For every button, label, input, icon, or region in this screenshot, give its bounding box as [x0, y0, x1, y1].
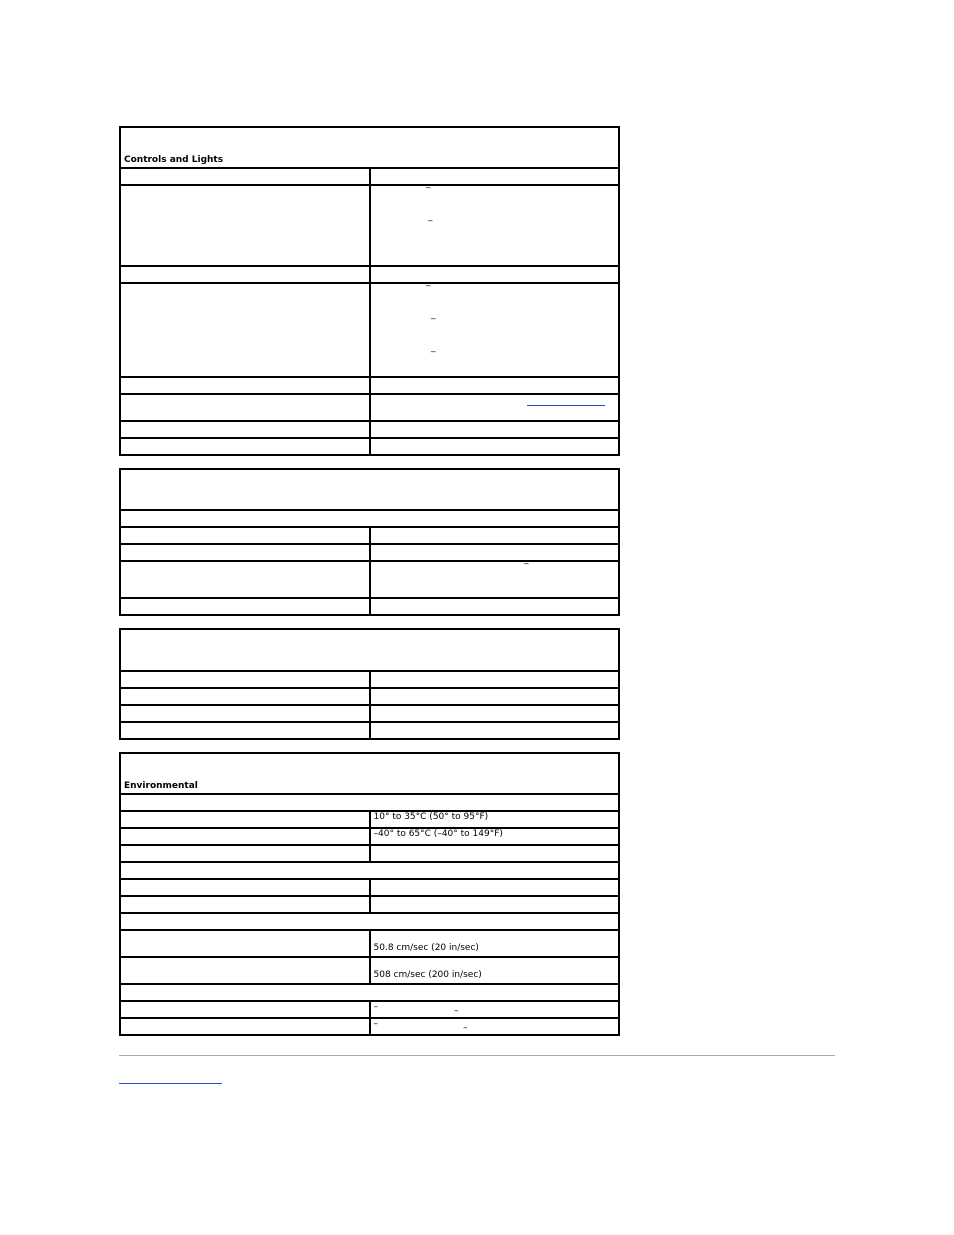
table-cell	[120, 913, 619, 930]
table-cell	[370, 421, 620, 438]
table-title	[120, 629, 619, 671]
table-cell	[120, 896, 370, 913]
table-cell	[370, 438, 620, 455]
table-cell	[120, 598, 370, 615]
table-cell	[120, 527, 370, 544]
table-cell	[370, 722, 620, 739]
shock-operating: 50.8 cm/sec (20 in/sec)	[370, 930, 620, 957]
table-cell	[370, 168, 620, 185]
table-cell	[370, 688, 620, 705]
altitude-operating	[370, 1001, 620, 1018]
table-cell	[120, 377, 370, 394]
overline-glyph: ‾	[431, 318, 436, 328]
table-cell	[120, 168, 370, 185]
table-cell	[120, 705, 370, 722]
table-cell	[120, 879, 370, 896]
horizontal-rule	[119, 1055, 835, 1056]
spec-table-3	[119, 628, 620, 740]
controls-and-lights-table	[119, 126, 620, 456]
dash-text: –	[373, 1019, 378, 1029]
table-title	[120, 469, 619, 510]
table-cell	[120, 794, 619, 811]
table-cell	[370, 671, 620, 688]
spec-table-2	[119, 468, 620, 616]
table-cell	[370, 527, 620, 544]
overline-glyph: ‾	[524, 563, 529, 573]
table-cell	[120, 421, 370, 438]
table-cell	[120, 688, 370, 705]
table-cell	[370, 377, 620, 394]
table-cell	[120, 984, 619, 1001]
table-cell	[120, 561, 370, 598]
table-cell	[370, 266, 620, 283]
table-cell	[120, 283, 370, 377]
overline-glyph: ‾	[428, 220, 433, 230]
table-cell	[120, 957, 370, 984]
table-cell	[370, 879, 620, 896]
dash-text: –	[373, 1002, 378, 1012]
table-cell	[120, 510, 619, 527]
table-cell	[120, 930, 370, 957]
table-cell	[120, 1001, 370, 1018]
shock-storage: 508 cm/sec (200 in/sec)	[370, 957, 620, 984]
table-cell	[120, 394, 370, 421]
dash-glyph: –	[454, 1006, 459, 1016]
overline-glyph: ‾	[431, 351, 436, 361]
table-cell	[370, 283, 620, 377]
back-to-contents-link[interactable]	[119, 1083, 222, 1084]
table-cell	[120, 862, 619, 879]
table-cell	[370, 544, 620, 561]
table-cell	[120, 671, 370, 688]
environmental-table	[119, 752, 620, 1036]
table-cell	[370, 845, 620, 862]
temperature-operating: 10° to 35°C (50° to 95°F)	[370, 811, 620, 828]
table-cell	[120, 544, 370, 561]
table-title: Controls and Lights	[120, 127, 619, 168]
table-title: Environmental	[120, 753, 619, 794]
table-cell	[120, 845, 370, 862]
table-cell	[370, 185, 620, 266]
table-cell	[120, 1018, 370, 1035]
dash-glyph: –	[463, 1023, 468, 1033]
table-cell	[120, 438, 370, 455]
table-cell	[120, 811, 370, 828]
table-cell	[370, 598, 620, 615]
table-cell	[370, 561, 620, 598]
table-cell	[120, 266, 370, 283]
altitude-storage	[370, 1018, 620, 1035]
overline-glyph: ‾	[426, 187, 431, 197]
temperature-storage: –40° to 65°C (–40° to 149°F)	[370, 828, 620, 845]
overline-glyph: ‾	[426, 285, 431, 295]
table-cell	[120, 722, 370, 739]
hyperlink[interactable]	[527, 405, 605, 406]
table-cell	[120, 185, 370, 266]
table-cell	[370, 394, 620, 421]
table-cell	[120, 828, 370, 845]
table-cell	[370, 705, 620, 722]
table-cell	[370, 896, 620, 913]
